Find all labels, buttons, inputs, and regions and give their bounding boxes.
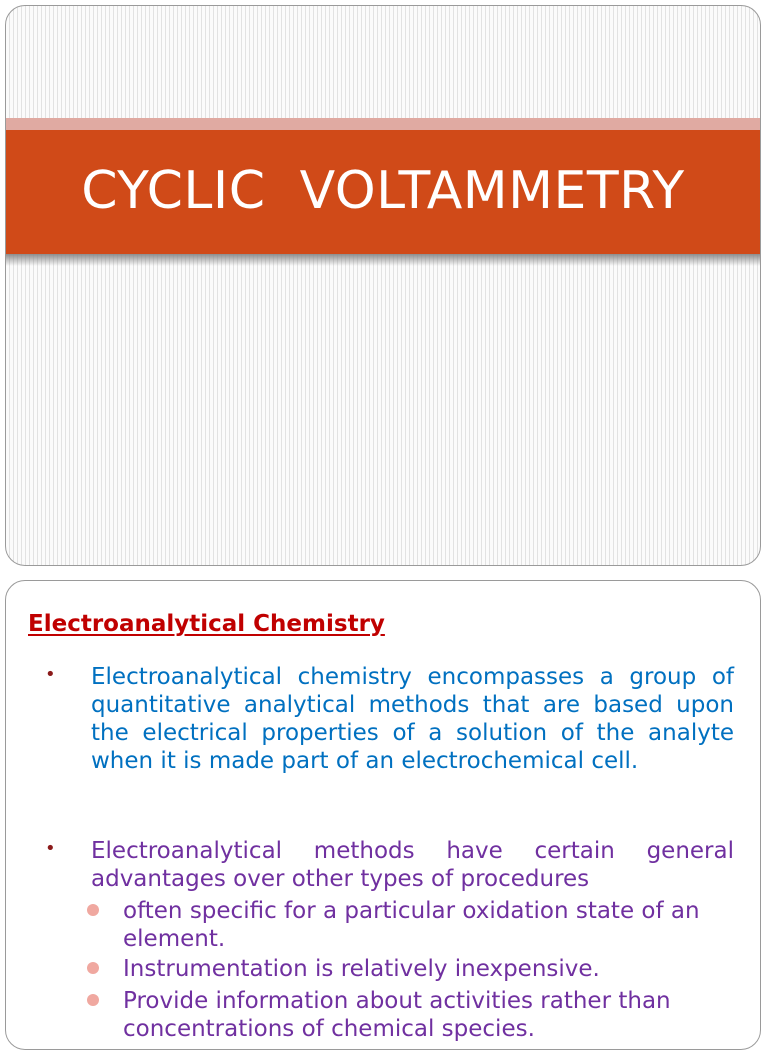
title-band-shadow [6,254,760,266]
sub-bullet-item [123,955,734,983]
bullet-item [45,837,734,893]
title-band [6,130,760,254]
slide-title: CYCLIC VOLTAMMETRY [81,161,685,221]
sub-bullet-item [123,897,734,953]
title-band-top-accent [6,118,760,130]
sub-bullet-text: often specific for a particular oxidation state of an element. [123,898,700,952]
title-slide [5,5,761,566]
sub-bullet-text: Instrumentation is relatively inexpensive. [123,956,600,982]
bullet-dot-icon: • [45,838,56,859]
sub-bullet-disc-icon [87,904,99,916]
content-slide [5,580,761,1050]
bullet-text: Electroanalytical chemistry encompasses a group of quantitative analytical methods that are based upon the electrical properties of a solution of the analyte when it is made part of an electrochemical cell. [91,664,734,774]
bullet-text: Electroanalytical methods have certain general advantages over other types of procedures [91,838,734,892]
sub-bullet-item [123,987,734,1043]
bullet-dot-icon: • [45,664,56,685]
slide-heading: Electroanalytical Chemistry [28,611,385,637]
sub-bullet-disc-icon [87,962,99,974]
sub-bullet-disc-icon [87,994,99,1006]
bullet-item [45,663,734,775]
sub-bullet-text: Provide information about activities rather than concentrations of chemical species. [123,988,671,1042]
